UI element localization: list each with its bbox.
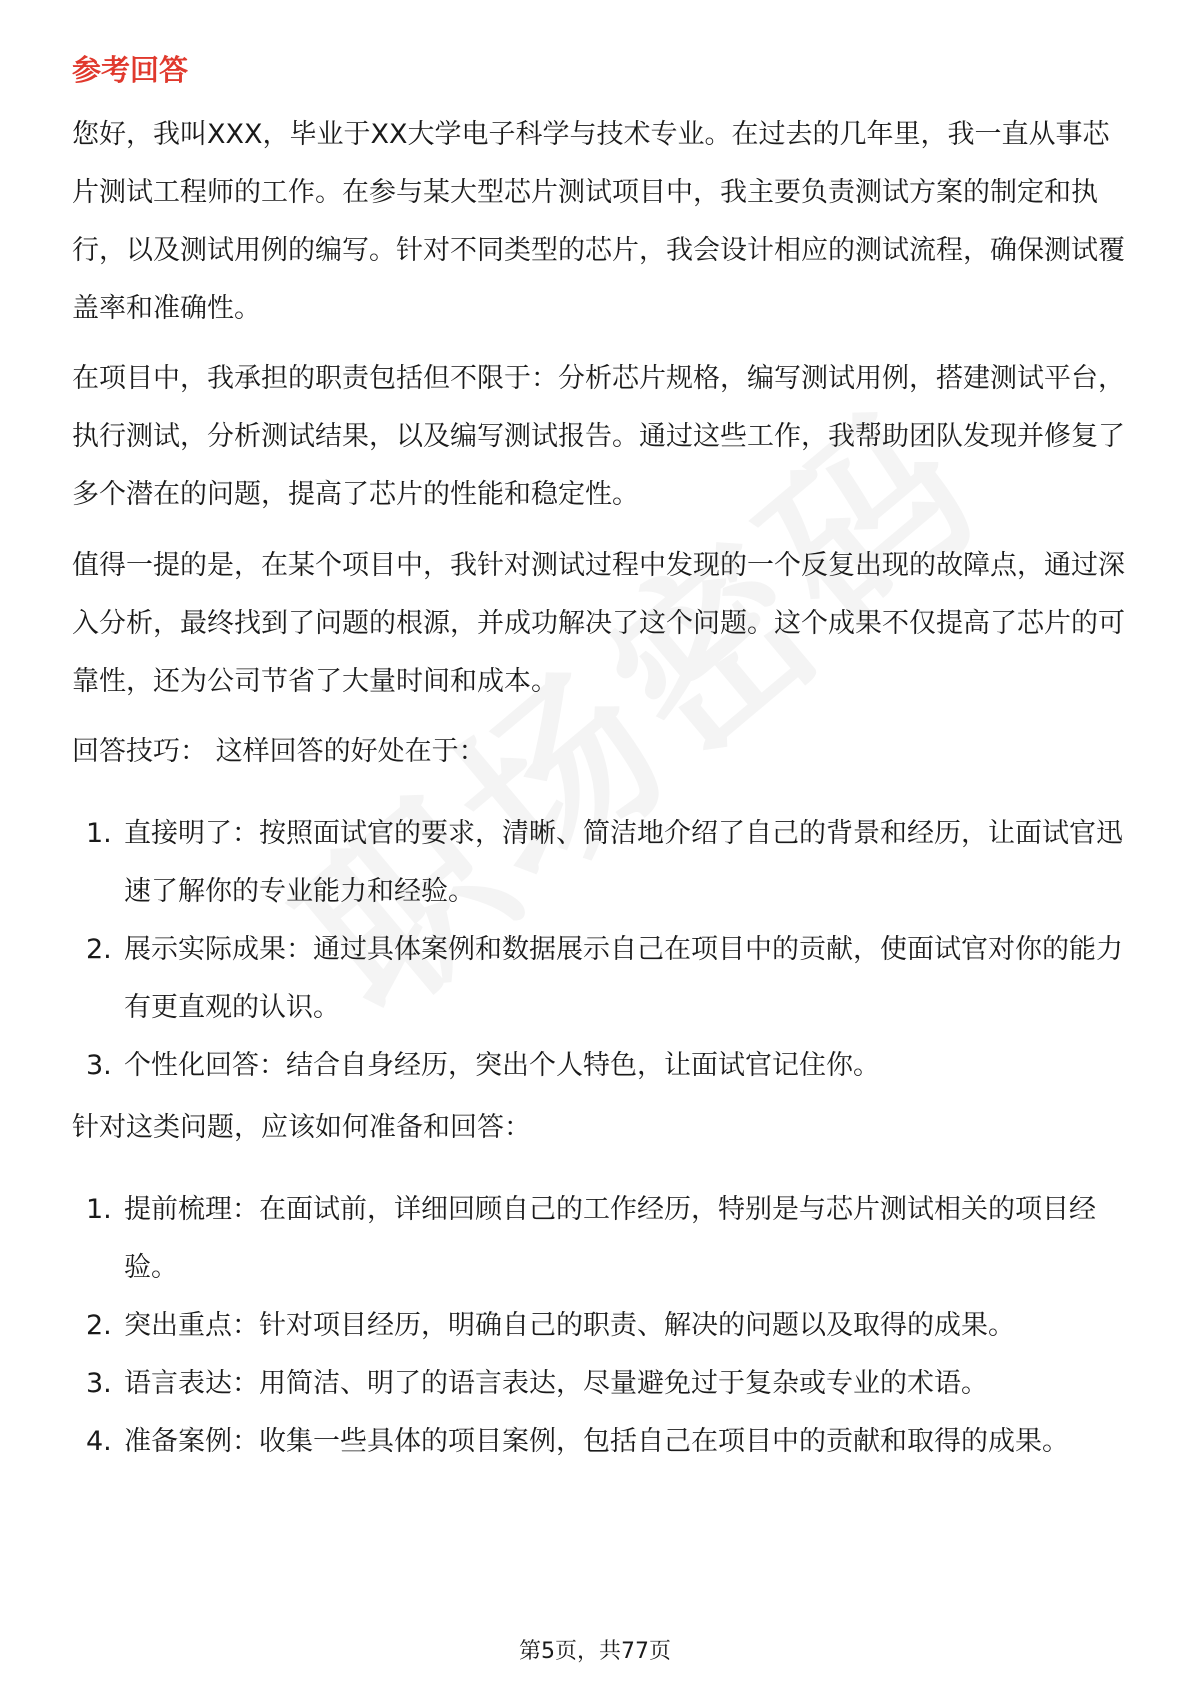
paragraph-prep-intro: 针对这类问题，应该如何准备和回答：	[72, 1112, 531, 1143]
list-item-text: 突出重点：针对项目经历，明确自己的职责、解决的问题以及取得的成果。	[124, 1310, 1015, 1341]
paragraph-tips-intro: 回答技巧： 这样回答的好处在于：	[72, 736, 486, 767]
list-item	[72, 921, 1132, 1037]
page-number-footer: 第5页，共77页	[519, 1639, 671, 1664]
list-item-text: 准备案例：收集一些具体的项目案例，包括自己在项目中的贡献和取得的成果。	[124, 1426, 1069, 1457]
list-number: 3.	[86, 1050, 112, 1081]
list-item	[72, 1037, 1132, 1095]
list-number: 3.	[86, 1368, 112, 1399]
list-item-text: 提前梳理：在面试前，详细回顾自己的工作经历，特别是与芯片测试相关的项目经验。	[124, 1194, 1096, 1283]
list-item	[72, 805, 1132, 921]
list-item	[72, 1413, 1132, 1471]
tips-list	[72, 805, 1132, 1095]
list-number: 2.	[86, 1310, 112, 1341]
list-item-text: 个性化回答：结合自身经历，突出个人特色，让面试官记住你。	[124, 1050, 880, 1081]
prep-list	[72, 1181, 1132, 1471]
list-item	[72, 1297, 1132, 1355]
list-item-text: 语言表达：用简洁、明了的语言表达，尽量避免过于复杂或专业的术语。	[124, 1368, 988, 1399]
list-item	[72, 1355, 1132, 1413]
list-item	[72, 1181, 1132, 1297]
paragraph-responsibilities: 在项目中，我承担的职责包括但不限于：分析芯片规格，编写测试用例，搭建测试平台，执行测试，分析测试结果，以及编写测试报告。通过这些工作，我帮助团队发现并修复了多个潜在的问题，提高了芯片的性能和稳定性。	[72, 363, 1125, 510]
list-number: 2.	[86, 934, 112, 965]
list-number: 1.	[86, 818, 112, 849]
list-number: 1.	[86, 1194, 112, 1225]
paragraph-intro: 您好，我叫XXX，毕业于XX大学电子科学与技术专业。在过去的几年里，我一直从事芯片测试工程师的工作。在参与某大型芯片测试项目中，我主要负责测试方案的制定和执行，以及测试用例的编写。针对不同类型的芯片，我会设计相应的测试流程，确保测试覆盖率和准确性。	[72, 119, 1125, 324]
list-number: 4.	[86, 1426, 112, 1457]
list-item-text: 展示实际成果：通过具体案例和数据展示自己在项目中的贡献，使面试官对你的能力有更直观的认识。	[124, 934, 1123, 1023]
section-heading: 参考回答	[72, 53, 189, 87]
paragraph-achievement: 值得一提的是，在某个项目中，我针对测试过程中发现的一个反复出现的故障点，通过深入分析，最终找到了问题的根源，并成功解决了这个问题。这个成果不仅提高了芯片的可靠性，还为公司节省了大量时间和成本。	[72, 550, 1125, 697]
list-item-text: 直接明了：按照面试官的要求，清晰、简洁地介绍了自己的背景和经历，让面试官迅速了解你的专业能力和经验。	[124, 818, 1123, 907]
